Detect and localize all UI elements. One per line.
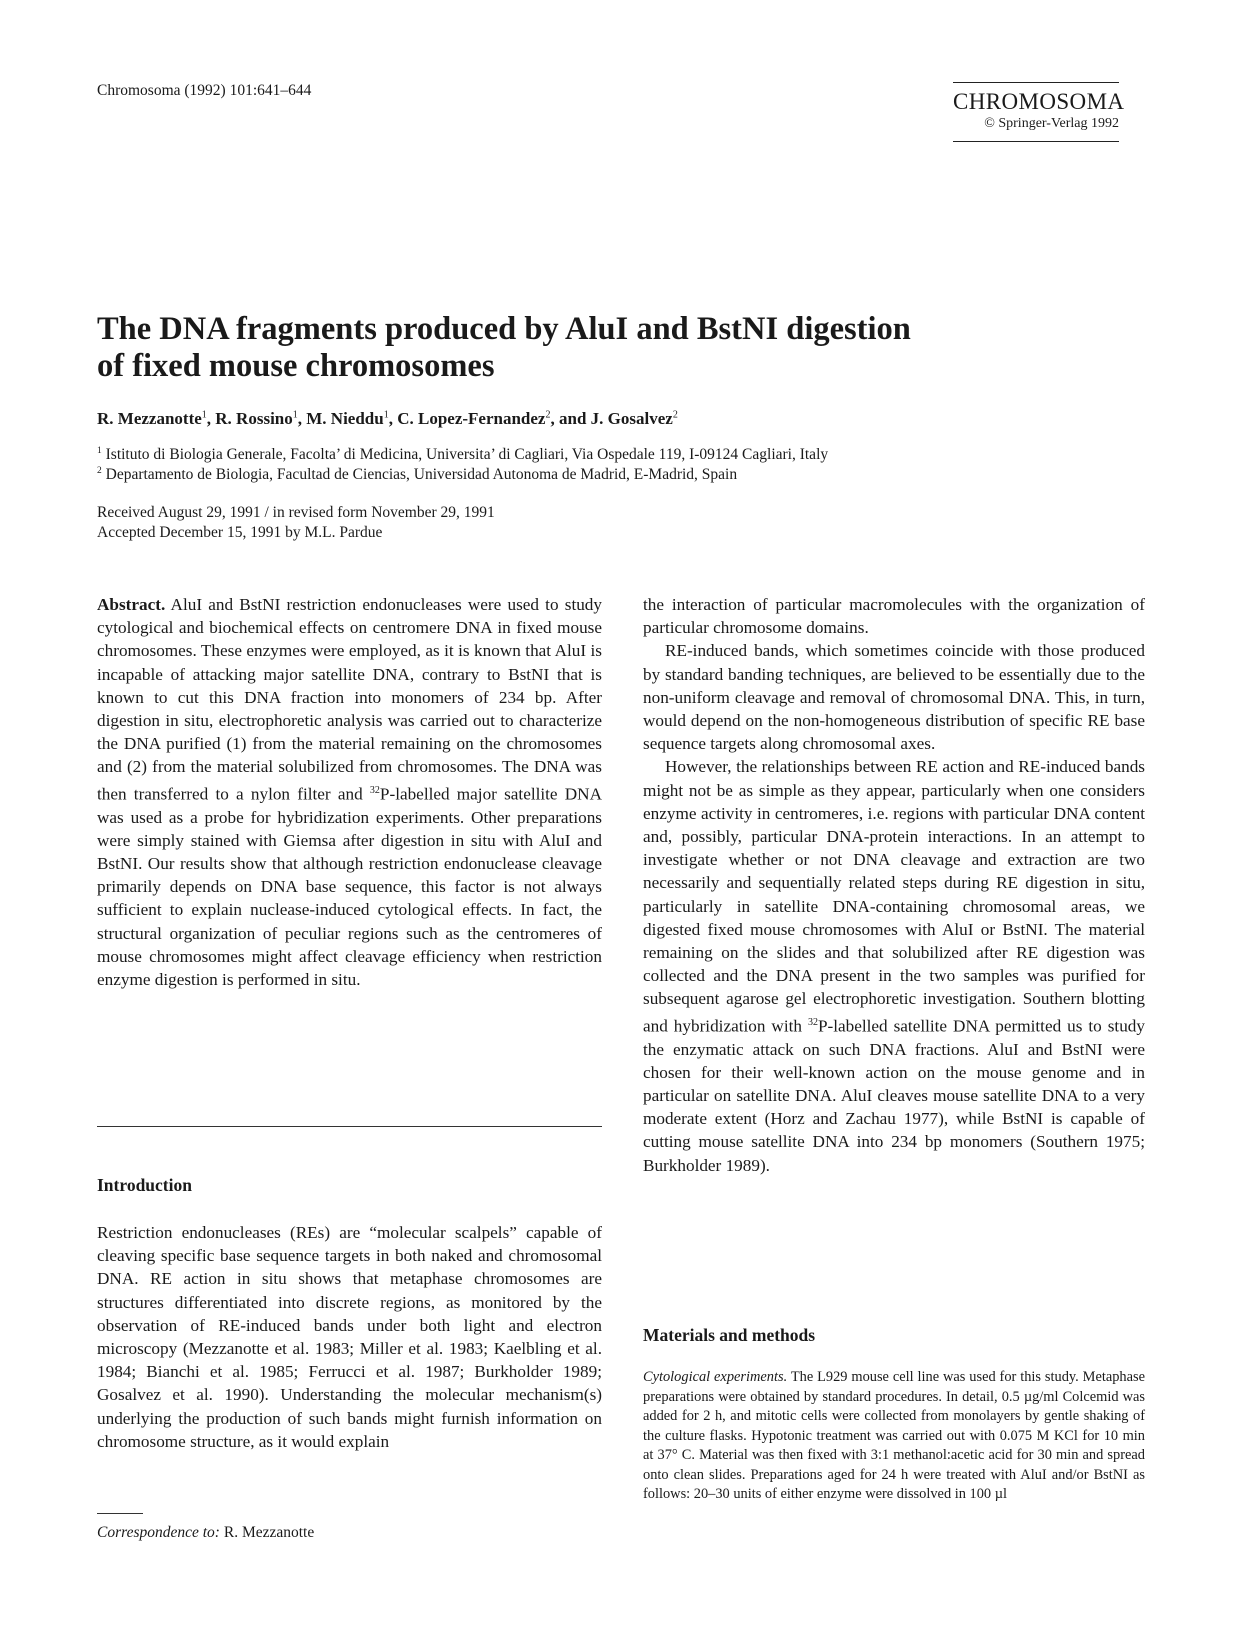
- author-separator: ,: [388, 409, 398, 428]
- methods-paragraph: [643, 1368, 1145, 1505]
- isotope-superscript: 32: [369, 784, 380, 796]
- affiliation-marker: 1: [201, 409, 207, 421]
- section-heading-methods: Materials and methods: [643, 1325, 816, 1345]
- abstract-label: Abstract.: [97, 595, 166, 614]
- author-list: [97, 409, 678, 429]
- introduction-right-column: [643, 593, 1145, 1177]
- introduction-paragraph: RE-induced bands, which sometimes coincide with those produced by standard banding techniques, are believed to be essentially due to the non-uniform cleavage and removal of chromosomal DNA. This, in turn, would depend on the non-homogeneous distribution of specific RE base sequence targets along chromosomal axes.: [643, 641, 1145, 754]
- journal-citation: Chromosoma (1992) 101:641–644: [97, 82, 312, 99]
- introduction-paragraph: Restriction endonucleases (REs) are “molecular scalpels” capable of cleaving specific base sequence targets in both naked and chromosomal DNA. RE action in situ shows that metaphase chromosomes are structures differentiated into discrete regions, as monitored by the observation of RE-induced bands under both light and electron microscopy (Mezzanotte et al. 1983; Miller et al. 1983; Kaelbling et al. 1984; Bianchi et al. 1985; Ferrucci et al. 1987; Burkholder 1989; Gosalvez et al. 1990). Understanding the molecular mechanism(s) underlying the production of such bands might furnish information on chromosome structure, as it would explain: [97, 1223, 602, 1451]
- affiliation-number: 2: [97, 466, 102, 476]
- abstract-text-1: AluI and BstNI restriction endonucleases were used to study cytological and biochemical effects on centromere DNA in fixed mouse chromosomes. These enzymes were employed, as it is known that AluI is incapable of attacking major satellite DNA, contrary to BstNI that is known to cut this DNA fraction into monomers of 234 bp. After digestion in situ, electrophoretic analysis was carried out to characterize the DNA purified (1) from the material remaining on the chromosomes and (2) from the material solubilized from chromosomes. The DNA was then transferred to a nylon filter and: [97, 595, 602, 804]
- introduction-paragraph: [643, 755, 1145, 1176]
- accepted-date: Accepted December 15, 1991 by M.L. Pardue: [97, 524, 383, 541]
- introduction-left-column: [97, 1221, 602, 1453]
- author-name: J. Gosalvez: [590, 409, 673, 428]
- abstract: [97, 593, 602, 991]
- footnote-rule: [97, 1513, 143, 1514]
- author-separator: , and: [550, 409, 591, 428]
- affiliation-marker: 2: [545, 409, 551, 421]
- abstract-divider: [97, 1126, 602, 1127]
- correspondence-name: R. Mezzanotte: [223, 1524, 315, 1541]
- masthead-bottom-rule: [953, 141, 1119, 142]
- journal-masthead: [953, 82, 1125, 142]
- affiliation-text: Departamento de Biologia, Facultad de Ciencias, Universidad Autonoma de Madrid, E-Madrid, Spain: [105, 466, 738, 484]
- affiliation-2: [97, 466, 737, 484]
- correspondence-label: Correspondence to:: [97, 1524, 220, 1541]
- methods-subheading: Cytological experiments.: [643, 1369, 788, 1385]
- affiliation-text: Istituto di Biologia Generale, Facolta’ di Medicina, Universita’ di Cagliari, Via Ospedale 119, I-09124 Cagliari, Italy: [105, 446, 829, 464]
- masthead-top-rule: [953, 82, 1119, 83]
- author-separator: ,: [297, 409, 307, 428]
- affiliation-number: 1: [97, 446, 102, 456]
- submission-dates: [97, 503, 495, 543]
- affiliation-marker: 2: [672, 409, 678, 421]
- journal-name: CHROMOSOMA: [953, 89, 1125, 114]
- abstract-text-2: P-labelled major satellite DNA was used as a probe for hybridization experiments. Other preparations were simply stained with Giemsa after digestion in situ with AluI and BstNI. Our results show that although restriction endonuclease cleavage primarily depends on DNA base sequence, this factor is not always sufficient to explain nuclease-induced cytological effects. In fact, the structural organization of peculiar regions such as the centromeres of mouse chromosomes might affect cleavage efficiency when restriction enzyme digestion is performed in situ.: [97, 784, 603, 989]
- affiliation-marker: 1: [292, 409, 298, 421]
- abstract-paragraph: [97, 593, 602, 991]
- author-name: R. Mezzanotte: [97, 409, 202, 428]
- article-title: [97, 311, 1017, 385]
- author-name: C. Lopez-Fernandez: [397, 409, 546, 428]
- affiliation-1: [97, 446, 828, 464]
- title-line-1: The DNA fragments produced by AluI and BstNI digestion: [97, 311, 911, 347]
- methods-text: The L929 mouse cell line was used for this study. Metaphase preparations were obtained by standard procedures. In detail, 0.5 µg/ml Colcemid was added for 2 h, and mitotic cells were collected from monolayers by gentle shaking of the culture flasks. Hypotonic treatment was carried out with 0.075 M KCl for 10 min at 37° C. Material was then fixed with 3:1 methanol:acetic acid for 30 min and spread onto clean slides. Preparations aged for 24 h were treated with AluI and/or BstNI as follows: 20–30 units of either enzyme were dissolved in 100 µl: [643, 1369, 1145, 1502]
- introduction-paragraph: the interaction of particular macromolecules with the organization of particular chromosome domains.: [643, 595, 1145, 638]
- author-name: M. Nieddu: [306, 409, 384, 428]
- author-name: R. Rossino: [215, 409, 293, 428]
- journal-copyright: © Springer-Verlag 1992: [984, 116, 1119, 131]
- paragraph-text-2: P-labelled satellite DNA permitted us to study the enzymatic attack on such DNA fractions. AluI and BstNI were chosen for their well-known action on the mouse genome and in particular on satellite DNA. AluI cleaves mouse satellite DNA to a very moderate extent (Horz and Zachau 1977), while BstNI is capable of cutting mouse satellite DNA into 234 bp monomers (Southern 1975; Burkholder 1989).: [643, 1016, 1145, 1175]
- author-separator: ,: [206, 409, 216, 428]
- paragraph-text-1: However, the relationships between RE action and RE-induced bands might not be as simple as they appear, particularly when one considers enzyme activity in centromeres, i.e. regions with particular DNA content and, possibly, particular DNA-protein interactions. In an attempt to investigate whether or not DNA cleavage and extraction are two necessarily and sequentially related steps during RE digestion in situ, particularly in satellite DNA-containing chromosomal areas, we digested fixed mouse chromosomes with AluI or BstNI. The material remaining on the slides and that solubilized after RE digestion was collected and the DNA present in the two samples was purified for subsequent agarose gel electrophoretic investigation. Southern blotting and hybridization with: [643, 757, 1145, 1036]
- title-line-2: of fixed mouse chromosomes: [97, 348, 495, 384]
- isotope-superscript: 32: [807, 1016, 818, 1028]
- affiliation-marker: 1: [383, 409, 389, 421]
- section-heading-introduction: Introduction: [97, 1175, 192, 1195]
- received-date: Received August 29, 1991 / in revised form November 29, 1991: [97, 504, 495, 521]
- correspondence-footnote: [97, 1524, 314, 1542]
